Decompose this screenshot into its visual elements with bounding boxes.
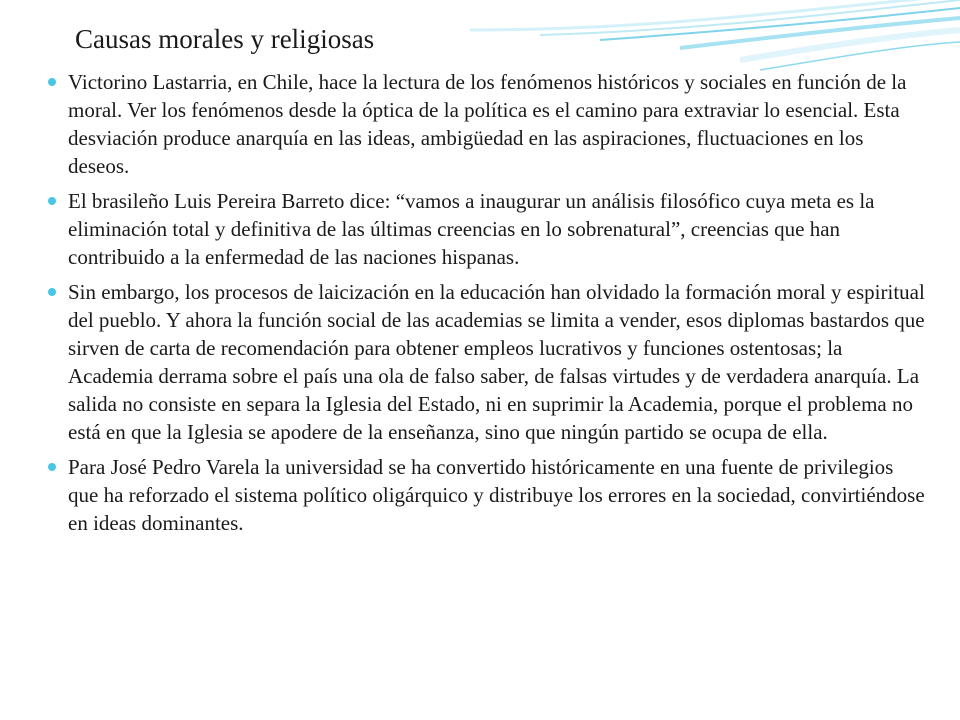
bullet-dot-icon bbox=[48, 197, 56, 205]
bullet-dot-icon bbox=[48, 78, 56, 86]
slide-title: Causas morales y religiosas bbox=[75, 24, 375, 54]
bullet-list bbox=[48, 68, 928, 544]
bullet-item bbox=[48, 187, 928, 271]
bullet-text: El brasileño Luis Pereira Barreto dice: “vamos a inaugurar un análisis filosófico cuya meta es la eliminación total y definitiva de las últimas creencias en lo sobrenatural”, creencias que han contribuido a la enfermedad de las naciones hispanas. bbox=[68, 189, 875, 269]
bullet-item bbox=[48, 68, 928, 180]
bullet-item bbox=[48, 278, 928, 446]
bullet-text: Victorino Lastarria, en Chile, hace la lectura de los fenómenos históricos y sociales en función de la moral. Ver los fenómenos desde la óptica de la política es el camino para extraviar lo esencial. Esta desviación produce anarquía en las ideas, ambigüedad en las aspiraciones, fluctuaciones en los deseos. bbox=[68, 70, 907, 178]
bullet-item bbox=[48, 453, 928, 537]
bullet-dot-icon bbox=[48, 288, 56, 296]
bullet-dot-icon bbox=[48, 463, 56, 471]
bullet-text: Para José Pedro Varela la universidad se ha convertido históricamente en una fuente de privilegios que ha reforzado el sistema político oligárquico y distribuye los errores en la sociedad, convirtiéndose en ideas dominantes. bbox=[68, 455, 925, 535]
bullet-text: Sin embargo, los procesos de laicización en la educación han olvidado la formación moral y espiritual del pueblo. Y ahora la función social de las academias se limita a vender, esos diplomas bastardos que sirven de carta de recomendación para obtener empleos lucrativos y funciones ostentosas; la Academia derrama sobre el país una ola de falso saber, de falsas virtudes y de verdadera anarquía. La salida no consiste en separa la Iglesia del Estado, ni en suprimir la Academia, porque el problema no está en que la Iglesia se apodere de la enseñanza, sino que ningún partido se ocupa de ella. bbox=[68, 280, 925, 444]
